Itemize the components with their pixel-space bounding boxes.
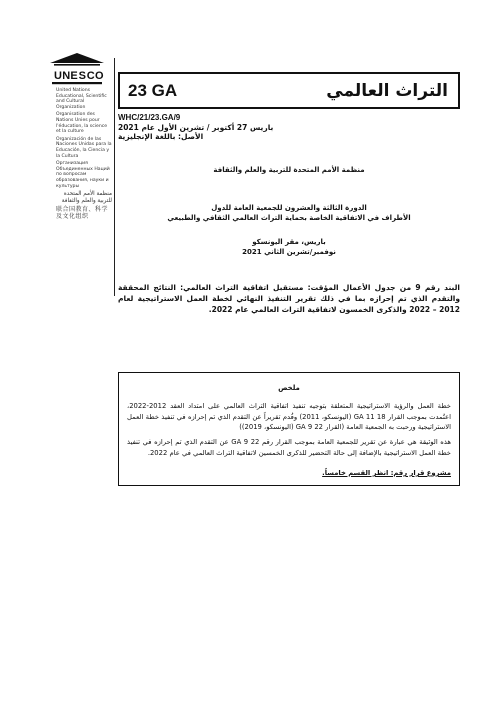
logo-letter: O: [95, 70, 104, 82]
venue-heading: [118, 238, 460, 257]
organization-heading: منظمة الأمم المتحدة للتربية والعلم والثقافة: [213, 166, 365, 174]
org-name-ru: Организация Объединенных Наций по вопросам образования, науки и культуры: [56, 161, 110, 189]
org-name-zh: 联合国教育、科学及文化组织: [56, 205, 109, 221]
summary-box: [118, 372, 460, 486]
venue-line-1: باريس، مقر اليونسكو: [252, 238, 326, 246]
summary-title: ملخص: [278, 384, 300, 392]
org-name-ar: منظمة الأمم المتحدة للتربية والعلم والثقافة: [61, 191, 112, 204]
logo-letter: S: [78, 70, 86, 82]
venue-line-2: نوفمبر/تشرين الثاني 2021: [242, 247, 336, 256]
session-line-1: الدورة الثالثة والعشرون للجمعية العامة للدول: [211, 204, 367, 212]
session-line-2: الأطراف في الاتفاقية الخاصة بحماية التراث العالمي الثقافي والطبيعي: [167, 213, 411, 222]
org-name-es: Organización de las Naciones Unidas para la Educación, la Ciencia y la Cultura: [56, 136, 112, 159]
document-original-language: الأصل: باللغة الإنجليزية: [118, 132, 204, 141]
org-name-en: United Nations Educational, Scientific and Cultural Organization: [56, 88, 107, 110]
document-code-title: 23 GA: [128, 81, 178, 100]
document-date: باريس 27 أكتوبر / تشرين الأول عام 2021: [118, 122, 274, 132]
logo-letter: U: [54, 70, 62, 82]
document-meta: [118, 113, 273, 142]
logo-letter: N: [62, 70, 71, 82]
document-title: التراث العالمي: [326, 81, 448, 101]
draft-decision-note: مشروع قرار رقم: انظر القسم خامساً.: [322, 469, 451, 477]
unesco-logo: [48, 52, 106, 86]
org-name-fr: Organisation des Nations Unies pour l'éducation, la science et la culture: [56, 112, 108, 135]
agenda-item: البند رقم 9 من جدول الأعمال المؤقت: مستقبل اتفاقية التراث العالمي: النتائج المحققة والتقدم الذي تم إحرازه بما في ذلك تقرير التنفيذ النهائي لخطة العمل الاستراتيجية لعام 2012 – 2022 والذكرى الخمسون لاتفاقية التراث العالمي عام 2022.: [118, 283, 460, 314]
logo-letter: C: [86, 70, 95, 82]
logo-letter: E: [70, 70, 78, 82]
summary-paragraph-1: خطة العمل والرؤية الاستراتيجية المتعلقة بتوجيه تنفيذ اتفاقية التراث العالمي على امتداد العقد 2012-2022، اعتُمدت بموجب القرار 18 GA 11 (اليونسكو، 2011) وقُدم تقريراً عن التقدم الذي تم إحرازه في تنفيذ خطة العمل الاستراتيجية ورحبت به الجمعية العامة (القرار 22 GA 9 (اليونسكو، 2019)): [127, 402, 451, 431]
document-reference: WHC/21/23.GA/9: [118, 113, 181, 122]
summary-paragraph-2: هذه الوثيقة هي عبارة عن تقرير للجمعية العامة بموجب القرار رقم 22 GA 9 عن التقدم الذي تم إحرازه في تنفيذ خطة العمل الاستراتيجية بالإضافة إلى حالة التحضير للذكرى الخمسين لاتفاقية التراث العالمي في عام 2022.: [127, 438, 452, 457]
organization-names: [56, 88, 112, 222]
title-box: [118, 72, 460, 109]
header-divider-line: [114, 58, 115, 296]
session-heading: [118, 204, 460, 223]
